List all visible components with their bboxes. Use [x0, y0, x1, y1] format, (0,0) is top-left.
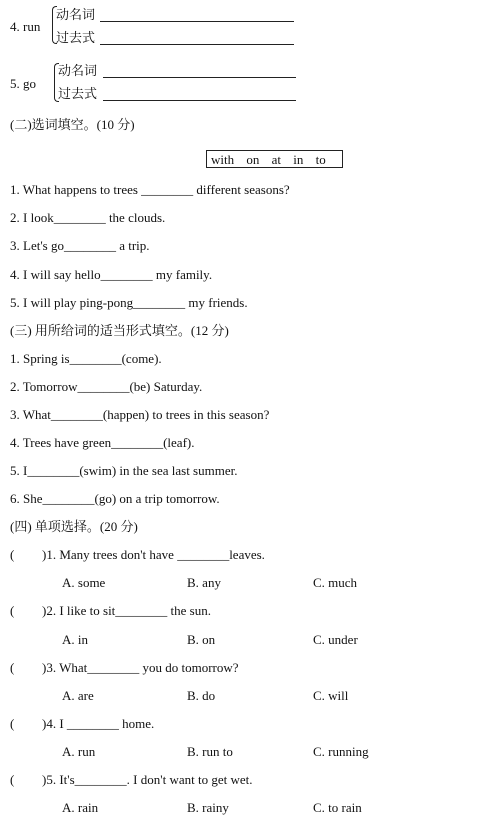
answer-line[interactable]: [103, 100, 296, 101]
verb-item-5-form1: 动名词: [58, 63, 98, 78]
question-1-option-c: C. much: [313, 575, 358, 590]
verb-item-4-form2: 过去式: [56, 30, 96, 45]
section-3-item-4: 4. Trees have green________(leaf).: [10, 435, 195, 450]
question-3-stem: )3. What________ you do tomorrow?: [42, 660, 239, 675]
answer-paren-5[interactable]: (: [10, 772, 15, 787]
question-4-option-c: C. running: [313, 744, 369, 759]
answer-line[interactable]: [103, 77, 296, 78]
question-5-option-c: C. to rain: [313, 800, 362, 815]
question-2-option-c: C. under: [313, 632, 358, 647]
answer-paren-4[interactable]: (: [10, 716, 15, 731]
answer-paren-2[interactable]: (: [10, 603, 15, 618]
question-4-option-a: A. run: [62, 744, 96, 759]
verb-item-5-form2: 过去式: [58, 86, 98, 101]
question-1-option-b: B. any: [187, 575, 221, 590]
question-1-option-a: A. some: [62, 575, 106, 590]
verb-item-5-label: 5. go: [10, 76, 36, 91]
question-5-option-b: B. rainy: [187, 800, 229, 815]
section-3-heading: (三) 用所给词的适当形式填空。(12 分): [10, 323, 229, 338]
section-3-item-6: 6. She________(go) on a trip tomorrow.: [10, 491, 220, 506]
section-3-item-2: 2. Tomorrow________(be) Saturday.: [10, 379, 203, 394]
section-2-heading: (二)选词填空。(10 分): [10, 117, 135, 132]
question-5-option-a: A. rain: [62, 800, 99, 815]
answer-line[interactable]: [100, 44, 294, 45]
section-3-item-3: 3. What________(happen) to trees in this season?: [10, 407, 270, 422]
question-4-option-b: B. run to: [187, 744, 233, 759]
section-3-item-1: 1. Spring is________(come).: [10, 351, 162, 366]
section-2-item-1: 1. What happens to trees ________ different seasons?: [10, 182, 290, 197]
answer-line[interactable]: [100, 21, 294, 22]
question-2-stem: )2. I like to sit________ the sun.: [42, 603, 211, 618]
word-bank-box: with on at in to: [206, 150, 343, 168]
question-2-option-b: B. on: [187, 632, 216, 647]
verb-item-4-label: 4. run: [10, 19, 41, 34]
section-2-item-4: 4. I will say hello________ my family.: [10, 267, 213, 282]
question-2-option-a: A. in: [62, 632, 88, 647]
question-3-option-c: C. will: [313, 688, 349, 703]
section-2-item-5: 5. I will play ping-pong________ my friends.: [10, 295, 248, 310]
section-3-item-5: 5. I________(swim) in the sea last summer.: [10, 463, 238, 478]
question-4-stem: )4. I ________ home.: [42, 716, 155, 731]
question-5-stem: )5. It's________. I don't want to get wet.: [42, 772, 253, 787]
section-4-heading: (四) 单项选择。(20 分): [10, 519, 138, 534]
answer-paren-1[interactable]: (: [10, 547, 15, 562]
answer-paren-3[interactable]: (: [10, 660, 15, 675]
section-2-item-2: 2. I look________ the clouds.: [10, 210, 166, 225]
question-1-stem: )1. Many trees don't have ________leaves.: [42, 547, 265, 562]
question-3-option-a: A. are: [62, 688, 94, 703]
verb-item-4-form1: 动名词: [56, 7, 96, 22]
question-3-option-b: B. do: [187, 688, 216, 703]
section-2-item-3: 3. Let's go________ a trip.: [10, 238, 150, 253]
